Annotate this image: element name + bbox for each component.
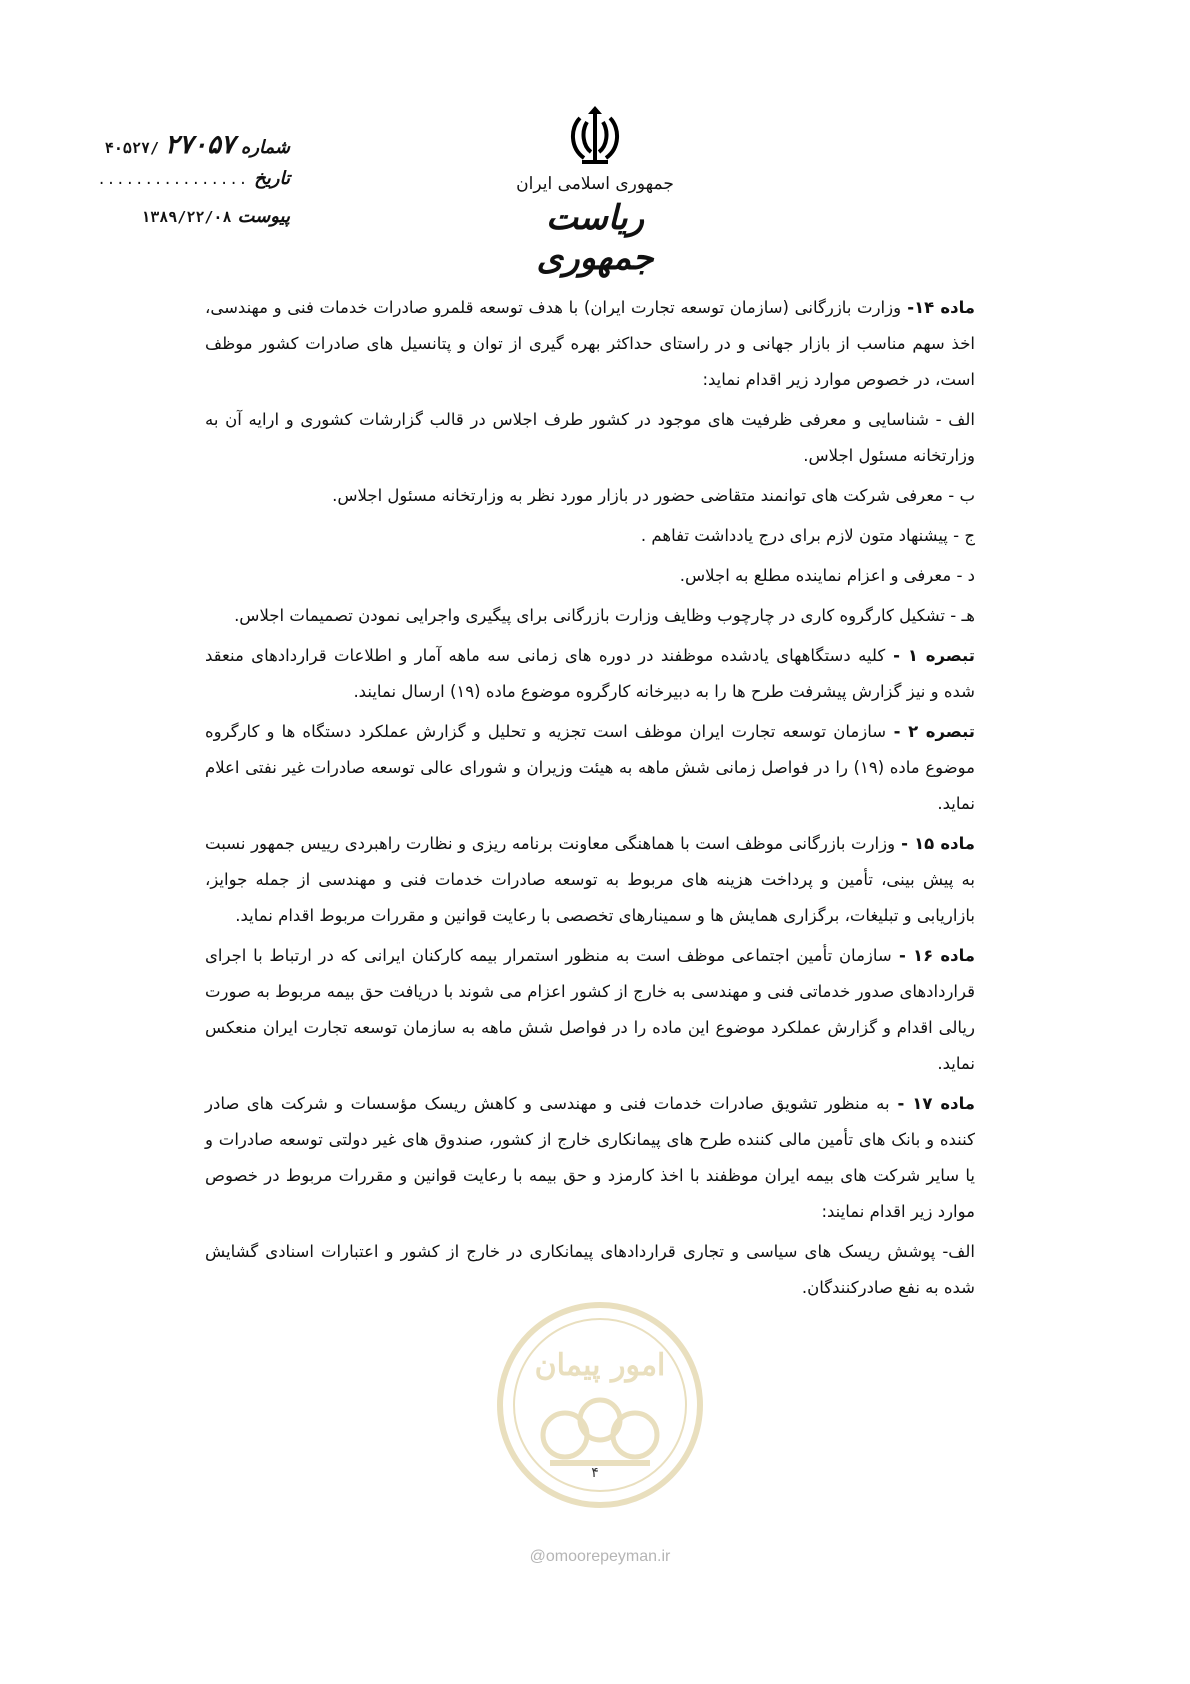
letter-meta xyxy=(97,130,290,244)
attachment-row xyxy=(110,206,290,244)
paragraph: هـ - تشکیل کارگروه کاری در چارچوب وظایف وزارت بازرگانی برای پیگیری واجرایی نمودن تصمیمات اجلاس. xyxy=(234,606,975,625)
paragraph: ماده ۱۴- وزارت بازرگانی (سازمان توسعه تجارت ایران) با هدف توسعه قلمرو صادرات خدمات فنی و مهندسی، اخذ سهم مناسب از بازار جهانی و در راستای حداکثر بهره گیری از توان و پتانسیل های صادرات کشور موظف است، در خصوص موارد زیر اقدام نماید: xyxy=(205,298,975,389)
number-value: ۴۰۵۲۷/ xyxy=(104,139,160,157)
paragraph: ب - معرفی شرکت های توانمند متقاضی حضور در بازار مورد نظر به وزارتخانه مسئول اجلاس. xyxy=(332,486,975,505)
paragraph: ماده ۱۶ - سازمان تأمین اجتماعی موظف است به منظور استمرار بیمه کارکنان ایرانی که در ارتباط با اجرای قراردادهای صدور خدماتی فنی و مهندسی به خارج از کشور اعزام می شوند با دریافت حق بیمه مربوط به صورت ریالی اقدام و گزارش عملکرد موضوع این ماده را در فواصل شش ماهه به سازمان توسعه تجارت ایران منعکس نماید. xyxy=(205,946,975,1073)
presidency-title: ریاست جمهوری xyxy=(536,198,654,278)
svg-text:امور پیمان: امور پیمان xyxy=(534,1348,666,1383)
paragraph: الف - شناسایی و معرفی ظرفیت های موجود در کشور طرف اجلاس در قالب گزارشات کشوری و ارایه آن به وزارتخانه مسئول اجلاس. xyxy=(205,410,975,465)
number-stamp: ۲۷۰۵۷ xyxy=(165,130,235,160)
republic-name: جمهوری اسلامی ایران xyxy=(516,174,674,194)
number-label: شماره xyxy=(240,137,290,158)
attachment-value: ۱۳۸۹/۲۲/۰۸ xyxy=(141,208,232,226)
iran-emblem-icon xyxy=(560,100,630,170)
paragraph: تبصره ۱ - کلیه دستگاههای یادشده موظفند در دوره های زمانی سه ماهه آمار و اطلاعات قراردادهای منعقد شده و نیز گزارش پیشرفت طرح ها را به دبیرخانه کارگروه موضوع ماده (۱۹) ارسال نمایند. xyxy=(205,646,975,701)
letterhead xyxy=(505,100,685,278)
watermark-url: @omoorepeyman.ir xyxy=(529,1548,671,1565)
paragraph: ماده ۱۵ - وزارت بازرگانی موظف است با هماهنگی معاونت برنامه ریزی و نظارت راهبردی رییس جمهور نسبت به پیش بینی، تأمین و پرداخت هزینه های مربوط به توسعه صادرات خدمات فنی و مهندسی از جمله جوایز، بازاریابی و تبلیغات، برگزاری همایش ها و سمینارهای تخصصی با رعایت قوانین و مقررات مربوط اقدام نماید. xyxy=(205,834,975,925)
paragraph: ج - پیشنهاد متون لازم برای درج یادداشت تفاهم . xyxy=(640,526,975,545)
attachment-label: پیوست xyxy=(237,206,290,227)
paragraph: ماده ۱۷ - به منظور تشویق صادرات خدمات فنی و مهندسی و کاهش ریسک مؤسسات و شرکت های صادر کننده و بانک های تأمین مالی کننده طرح های پیمانکاری خارج از کشور، صندوق های غیر دولتی توسعه صادرات و یا سایر شرکت های بیمه ایران موظفند با اخذ کارمزد و حق بیمه با رعایت قوانین و مقررات مربوط در خصوص موارد زیر اقدام نمایند: xyxy=(205,1094,975,1221)
watermark-seal-icon xyxy=(490,1295,710,1515)
document-body xyxy=(205,290,975,1310)
date-label: تاریخ xyxy=(254,168,290,189)
date-row xyxy=(97,168,290,206)
paragraph: الف- پوشش ریسک های سیاسی و تجاری قراردادهای پیمانکاری در خارج از کشور و اعتبارات اسنادی گشایش شده به نفع صادرکنندگان. xyxy=(205,1242,975,1297)
paragraph: د - معرفی و اعزام نماینده مطلع به اجلاس. xyxy=(679,566,975,585)
number-row xyxy=(104,130,290,168)
date-value: ................ xyxy=(97,172,249,188)
page-number: ۴ xyxy=(591,1465,599,1481)
paragraph: تبصره ۲ - سازمان توسعه تجارت ایران موظف است تجزیه و تحلیل و گزارش عملکرد دستگاه ها و کارگروه موضوع ماده (۱۹) را در فواصل زمانی شش ماهه به هیئت وزیران و شورای عالی توسعه صادرات غیر نفتی اعلام نماید. xyxy=(205,722,975,813)
